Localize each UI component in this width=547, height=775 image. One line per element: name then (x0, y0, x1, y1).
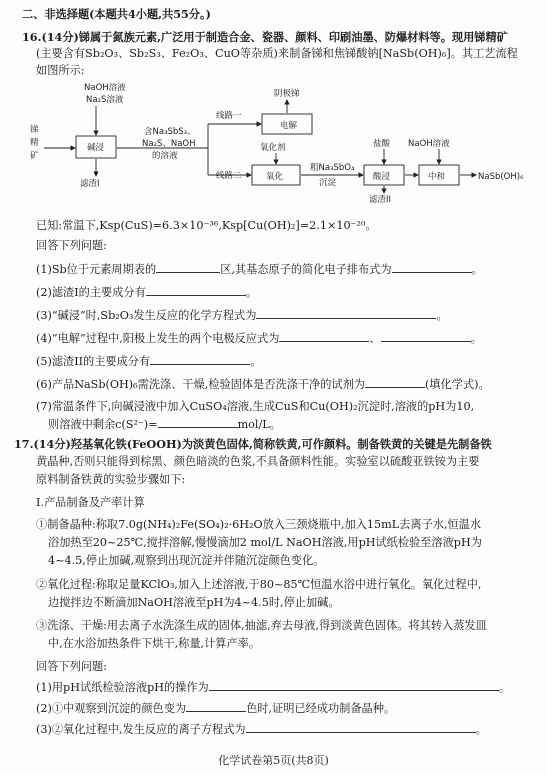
q16-sub7-text-c: mol/L。 (237, 418, 281, 431)
process-flowchart (30, 82, 540, 204)
q16-sub1-text-c: 。 (471, 263, 483, 276)
q17-sub1-text-b: 。 (498, 681, 510, 694)
q17-sub2-text-b: 色时,证明已经成功制备晶种。 (246, 702, 396, 715)
q17-sub3-text-b: 。 (475, 723, 487, 736)
q17-part-title: I.产品制备及产率计算 (36, 496, 145, 509)
q16-sub2-text-b: 。 (245, 286, 257, 299)
ore-label-3: 矿 (30, 151, 39, 161)
step-electrolysis-label: 电解 (280, 121, 298, 131)
residue-1-label: 滤渣I (80, 179, 100, 189)
base-label: NaOH溶液 (408, 139, 450, 149)
q17-sub2 (36, 701, 395, 716)
q16-sub4-text-a: (4)“电解”过程中,阳极上发生的两个电极反应式为 (36, 332, 280, 345)
q16-sub3-text-a: (3)“碱浸”时,Sb₂O₃发生反应的化学方程式为 (36, 309, 257, 322)
q17-step3-line-1: ③洗涤、干燥:用去离子水洗涤生成的固体,抽滤,弃去母液,得到淡黄色固体。将其转入蒸发皿 (36, 619, 487, 632)
q16-sub5-text-a: (5)滤渣II的主要成分有 (36, 355, 151, 368)
q16-sub2-blank[interactable] (146, 285, 246, 296)
oxidant-label: 氧化剂 (260, 143, 286, 153)
step-neutral-label: 中和 (428, 172, 446, 182)
q17-answer-prompt: 回答下列问题: (36, 660, 107, 673)
q16-sub4-text-b: 、 (369, 332, 381, 345)
section-header: 二、非选择题(本题共4小题,共55分。) (22, 7, 211, 21)
q16-sub1 (36, 262, 483, 277)
q16-sub6-blank[interactable] (365, 377, 425, 388)
q16-known: 已知:常温下,Ksp(CuS)=6.3×10⁻³⁶,Ksp[Cu(OH)₂]=2.1×10⁻²⁰。 (36, 219, 377, 232)
q16-sub7-line-1: (7)常温条件下,向碱浸液中加入CuSO₄溶液,生成CuS和Cu(OH)₂沉淀时,溶液的pH为10, (36, 400, 475, 413)
q16-intro-1: 16.(14分)锑属于氮族元素,广泛用于制造合金、瓷器、颜料、印刷油墨、防爆材料等。现用锑精矿 (22, 30, 508, 44)
q17-intro-2: 黄晶种,否则只能得到棕黑、颜色暗淡的色浆,不具备颜料性能。实验室以硫酸亚铁铵为主要 (36, 455, 480, 468)
q17-sub2-blank[interactable] (186, 701, 246, 712)
q17-step3-line-2: 中,在水浴加热条件下烘干,称量,计算产率。 (48, 637, 261, 650)
q17-sub3-text-a: (3)②氧化过程中,发生反应的离子方程式为 (36, 723, 246, 736)
ore-label-1: 锑 (30, 125, 39, 135)
q17-sub1-text-a: (1)用pH试纸检验溶液pH的操作为 (36, 681, 209, 694)
step-oxidation-label: 氧化 (266, 172, 284, 182)
q16-sub4-text-c: 。 (470, 332, 482, 345)
q16-sub3 (36, 308, 448, 323)
q16-sub5 (36, 354, 261, 369)
q16-sub4 (36, 331, 482, 346)
q16-intro-3: 如图所示: (36, 64, 85, 77)
route-2-label: 线路二 (216, 171, 242, 181)
q16-sub1-blank-2[interactable] (392, 262, 472, 273)
q17-step1-line-1: ①制备晶种:称取7.0g(NH₄)₂Fe(SO₄)₂·6H₂O放入三颈烧瓶中,加入15mL去离子水,恒温水 (36, 518, 482, 531)
page-footer: 化学试卷第5页(共8页) (218, 754, 329, 767)
intermediate-label-1: 粗Na₃SbO₄ (310, 163, 355, 173)
route-1-label: 线路一 (216, 111, 242, 121)
q17-intro-3: 原料制备铁黄的实验步骤如下: (36, 473, 186, 486)
solution-label-1: 含Na₃SbS₃、 (144, 127, 196, 137)
residue-2-label: 滤渣II (369, 195, 392, 204)
q16-intro-2: (主要含有Sb₂O₃、Sb₂S₃、Fe₂O₃、CuO等杂质)来制备锑和焦锑酸钠[NaSb(OH)₆]。其工艺流程 (36, 47, 518, 60)
q17-sub1 (36, 680, 510, 695)
q16-sub1-text-b: 区,其基态原子的简化电子排布式为 (220, 263, 392, 276)
q16-sub4-blank-1[interactable] (279, 331, 369, 342)
q16-sub6-text-b: (填化学式)。 (424, 378, 490, 391)
q16-sub1-blank-1[interactable] (156, 262, 220, 273)
q16-sub1-text-a: (1)Sb位于元素周期表的 (36, 263, 157, 276)
step-acid-label: 酸浸 (373, 172, 391, 182)
q16-sub2 (36, 285, 257, 300)
q16-sub6 (36, 377, 490, 392)
q16-sub5-text-b: 。 (250, 355, 262, 368)
reagent-naoh: NaOH溶液 (84, 83, 126, 93)
q16-answer-prompt: 回答下列问题: (36, 239, 107, 252)
q17-intro-1: 17.(14分)羟基氧化铁(FeOOH)为淡黄色固体,简称铁黄,可作颜料。制备铁黄的关键是先制备铁 (14, 437, 492, 451)
ore-label-2: 精 (30, 138, 39, 148)
q17-sub1-blank[interactable] (209, 680, 499, 691)
q17-step2-line-2: 边搅拌边不断滴加NaOH溶液至pH为4~4.5时,停止加碱。 (48, 596, 340, 609)
q17-sub3 (36, 722, 487, 737)
q17-sub3-blank[interactable] (246, 722, 476, 733)
q16-sub2-text-a: (2)滤渣I的主要成分有 (36, 286, 146, 299)
solution-label-3: 的溶液 (152, 151, 178, 161)
q16-sub4-blank-2[interactable] (381, 331, 471, 342)
q17-step2-line-1: ②氧化过程:称取足量KClO₃,加入上述溶液,于80~85℃恒温水浴中进行氧化。氧化过程中, (36, 578, 482, 591)
q16-sub3-blank[interactable] (256, 308, 436, 319)
step-leach-label: 碱浸 (87, 143, 105, 153)
product-label: NaSb(OH)₆ (478, 172, 524, 182)
q17-sub2-text-a: (2)①中观察到沉淀的颜色变为 (36, 702, 187, 715)
q16-sub6-text-a: (6)产品NaSb(OH)₆需洗涤、干燥,检验固体是否洗涤干净的试剂为 (36, 378, 365, 391)
q17-step1-line-2: 浴加热至20~25℃,搅拌溶解,慢慢滴加2 mol/L NaOH溶液,用pH试纸检验至溶液pH为 (48, 536, 482, 549)
cathode-product-label: 阴极锑 (274, 89, 300, 99)
reagent-na2s: Na₂S溶液 (86, 95, 124, 105)
intermediate-label-2: 沉淀 (319, 178, 337, 188)
q16-sub3-text-b: 。 (436, 309, 448, 322)
q16-sub7-blank[interactable] (158, 417, 238, 428)
solution-label-2: Na₂S、NaOH (142, 139, 196, 149)
q16-sub7-text-b: 则溶液中剩余c(S²⁻)= (48, 418, 158, 431)
acid-label: 盐酸 (373, 139, 391, 149)
q16-sub7-line-2 (48, 417, 281, 432)
q17-step1-line-3: 4~4.5,停止加碱,观察到出现沉淀并伴随沉淀颜色变化。 (48, 554, 325, 567)
q16-sub5-blank[interactable] (150, 354, 250, 365)
